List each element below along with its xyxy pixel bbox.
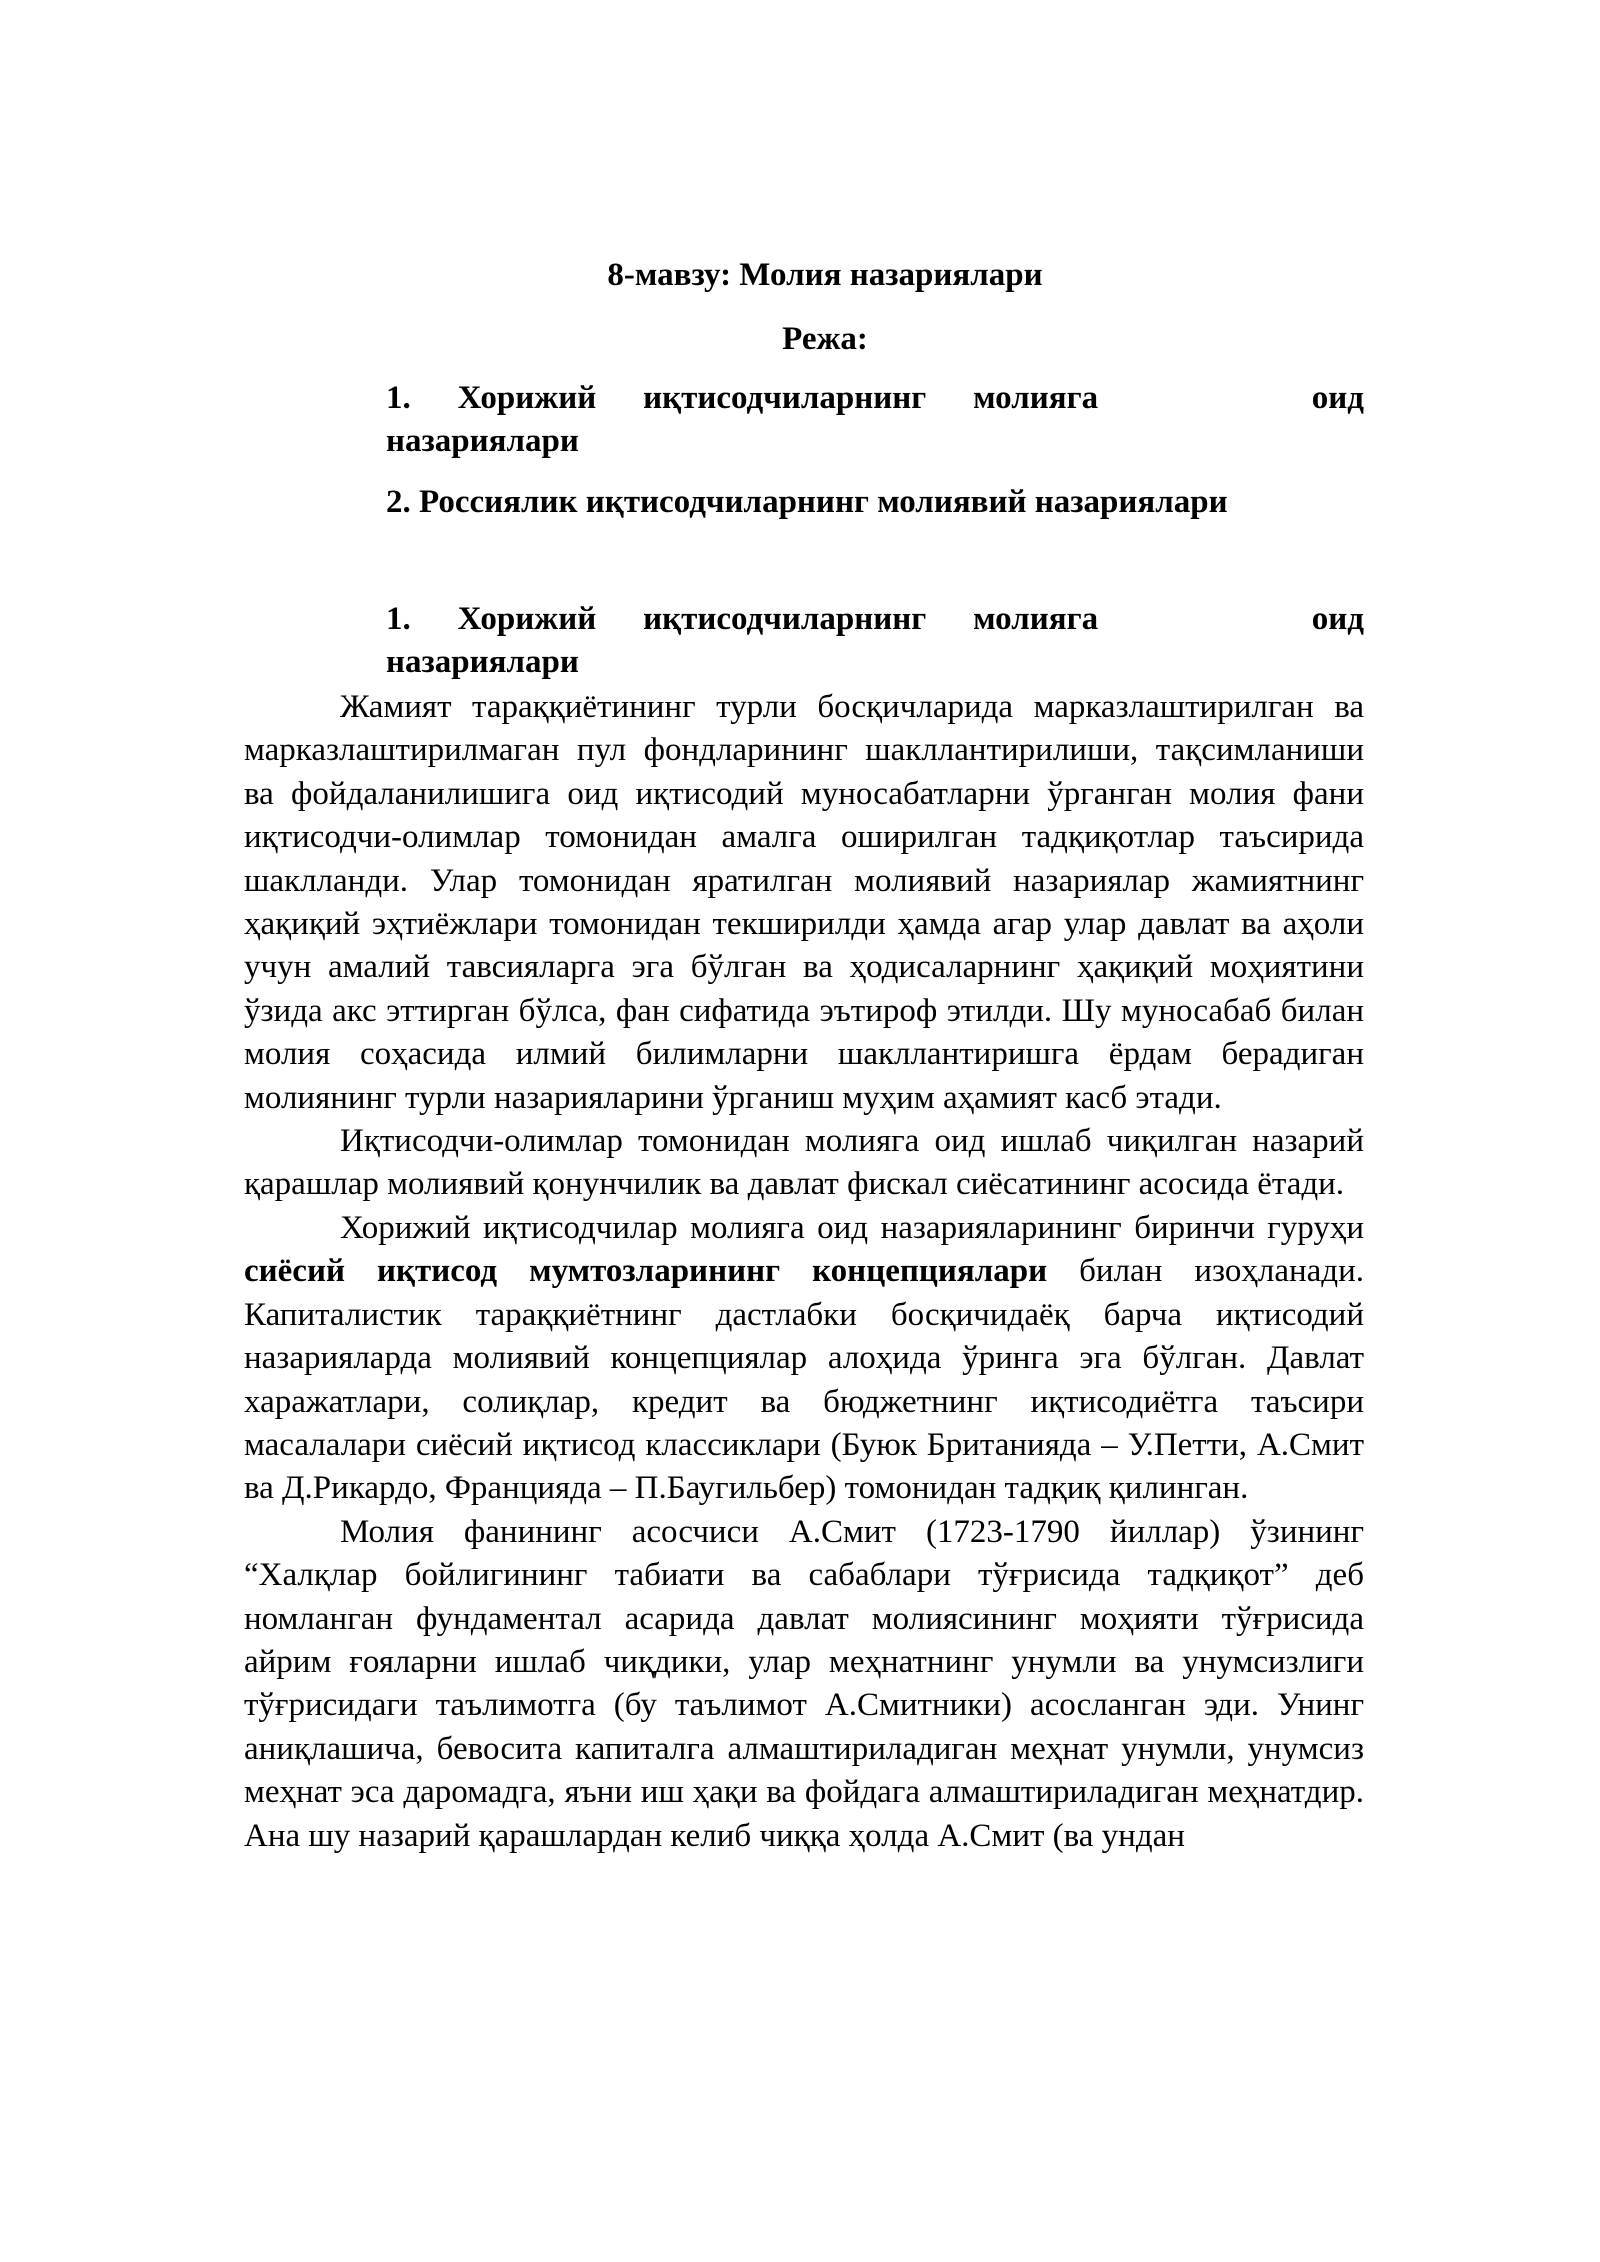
section-heading-word: оид (1311, 601, 1364, 637)
section-heading-word: иқтисодчиларнинг (643, 601, 927, 637)
section-heading-word: Хорижий (457, 601, 597, 637)
paragraph-3 (244, 1207, 1364, 1511)
plan-item-1-word: 1. (386, 380, 411, 416)
plan-item-1-word: иқтисодчиларнинг (643, 380, 927, 416)
paragraph-3-bold: сиёсий иқтисод мумтозларининг концепциялари (244, 1253, 1048, 1290)
section-heading-word: молияга (973, 601, 1099, 637)
plan-item-1-first-line (386, 377, 1364, 420)
plan-item-1-word: оид (1311, 380, 1364, 416)
paragraph-4: Молия фанининг асосчиси А.Смит (1723-1790 йиллар) ўзининг “Халқлар бойлигининг табиати ва сабаблари тўғрисида тадқиқот” деб номланган фундаментал асарида давлат молиясининг моҳияти тўғрисида айрим ғояларни ишлаб чиқдики, улар меҳнатнинг унумли ва унумсизлиги тўғрисидаги таълимотга (бу таълимот А.Смитники) асосланган эди. Унинг аниқлашича, бевосита капиталга алмаштириладиган меҳнат унумли, унумсиз меҳнат эса даромадга, яъни иш ҳақи ва фойдага алмаштириладиган меҳнатдир. Ана шу назарий қарашлардан келиб чиққа ҳолда А.Смит (ва ундан (244, 1513, 1364, 1854)
plan-item-1-word: Хорижий (457, 380, 597, 416)
plan-item-1-tail: назариялари (386, 423, 579, 459)
section-heading-gap (1145, 598, 1265, 641)
body-text (244, 686, 1364, 1858)
plan-item-1-gap (1145, 377, 1265, 420)
document-title: 8-мавзу: Молия назариялари (607, 257, 1043, 293)
section-heading-word: 1. (386, 601, 411, 637)
section-heading-tail: назариялари (386, 644, 579, 680)
paragraph-1: Жамият тараққиётининг турли босқичларида марказлаштирилган ва марказлаштирилмаган пул фондларининг шакллантирилиши, тақсимланиши ва фойдаланилишига оид иқтисодий муносабатларни ўрганган молия фани иқтисодчи-олимлар томонидан амалга оширилган тадқиқотлар таъсирида шаклланди. Улар томонидан яратилган молиявий назариялар жамиятнинг ҳақиқий эҳтиёжлари томонидан текширилди ҳамда агар улар давлат ва аҳоли учун амалий тавсияларга эга бўлган ва ҳодисаларнинг ҳақиқий моҳиятини ўзида акс эттирган бўлса, фан сифатида эътироф этилди. Шу муносабаб билан молия соҳасида илмий билимларни шакллантиришга ёрдам берадиган молиянинг турли назарияларини ўрганиш муҳим аҳамият касб этади. (244, 689, 1364, 1116)
section-heading (386, 598, 1364, 684)
plan-item-2: 2. Россиялик иқтисодчиларнинг молиявий назариялари (386, 484, 1228, 520)
section-heading-first-line (386, 598, 1364, 641)
paragraph-3-start: Хорижий иқтисодчилар молияга оид назарияларининг биринчи гуруҳи (340, 1209, 1364, 1246)
paragraph-3-end: билан изоҳланади. Капиталистик тараққиётнинг дастлабки босқичидаёқ барча иқтисодий назарияларда молиявий концепциялар алоҳида ўринга эга бўлган. Давлат харажатлари, солиқлар, кредит ва бюджетнинг иқтисодиётга таъсири масалалари сиёсий иқтисод классиклари (Буюк Британияда – У.Петти, А.Смит ва Д.Рикардо, Францияда – П.Баугильбер) томонидан тадқиқ қилинган. (244, 1253, 1364, 1507)
plan-item-1-word: молияга (973, 380, 1099, 416)
plan-heading: Режа: (782, 321, 868, 357)
plan-item-1 (386, 377, 1364, 463)
paragraph-2: Иқтисодчи-олимлар томонидан молияга оид ишлаб чиқилган назарий қарашлар молиявий қонунчилик ва давлат фискал сиёсатининг асосида ётади. (244, 1123, 1364, 1203)
